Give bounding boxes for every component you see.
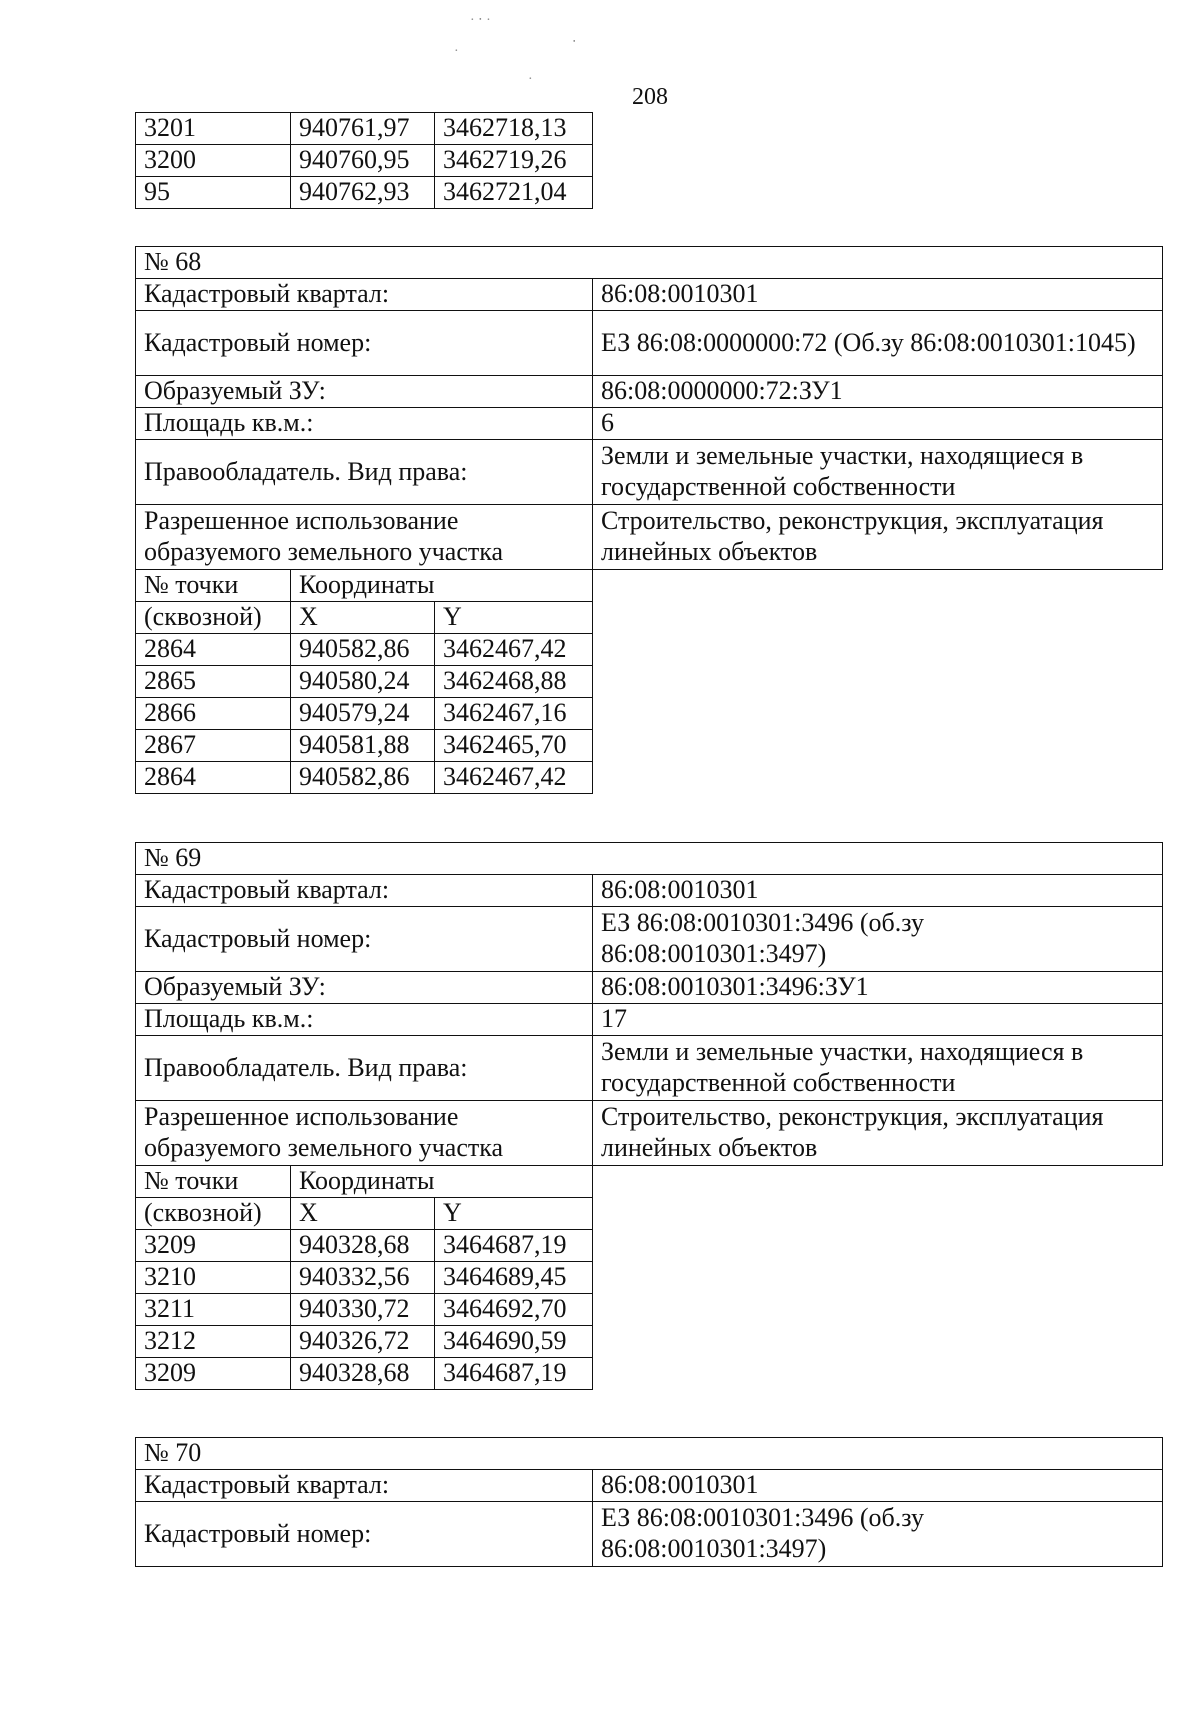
parcel-heading: № 70: [136, 1438, 1163, 1470]
point-number: 2866: [136, 698, 291, 730]
field-label: Кадастровый номер:: [136, 1502, 593, 1567]
coord-y: 3462718,13: [435, 113, 593, 145]
field-label: Образуемый ЗУ:: [136, 972, 593, 1004]
table-row: [136, 505, 1163, 570]
table-row: [136, 1438, 1163, 1470]
field-label: Кадастровый квартал:: [136, 1470, 593, 1502]
field-value: Строительство, реконструкция, эксплуатация линейных объектов: [593, 1101, 1163, 1166]
field-value: Земли и земельные участки, находящиеся в государственной собственности: [593, 440, 1163, 505]
parcel-table-70: [135, 1437, 1163, 1567]
coord-y: 3464690,59: [435, 1326, 593, 1358]
field-value: ЕЗ 86:08:0010301:3496 (об.зу 86:08:0010301:3497): [593, 1502, 1163, 1567]
point-number: 2864: [136, 762, 291, 794]
coord-y: 3464692,70: [435, 1294, 593, 1326]
coord-x: 940580,24: [291, 666, 435, 698]
field-value: 86:08:0000000:72:ЗУ1: [593, 376, 1163, 408]
table-row: [136, 972, 1163, 1004]
coord-y: 3462467,42: [435, 634, 593, 666]
point-number: 3209: [136, 1358, 291, 1390]
field-value: 86:08:0010301: [593, 875, 1163, 907]
point-number: 2864: [136, 634, 291, 666]
coord-x: 940330,72: [291, 1294, 435, 1326]
field-label: Площадь кв.м.:: [136, 408, 593, 440]
field-label: Кадастровый квартал:: [136, 279, 593, 311]
point-number: 3211: [136, 1294, 291, 1326]
table-row: [136, 440, 1163, 505]
point-number: 2867: [136, 730, 291, 762]
field-value: Земли и земельные участки, находящиеся в государственной собственности: [593, 1036, 1163, 1101]
table-row: [136, 1470, 1163, 1502]
point-number: 3201: [136, 113, 291, 145]
field-label: Разрешенное использование образуемого земельного участка: [136, 1101, 593, 1166]
table-row: [136, 113, 593, 145]
field-label: Кадастровый номер:: [136, 311, 593, 376]
page-number: 208: [632, 84, 668, 110]
parcel-table-69: [135, 842, 1163, 1390]
parcel-table-68: [135, 246, 1163, 794]
coord-y: 3462719,26: [435, 145, 593, 177]
table-row: [136, 145, 593, 177]
coord-y: 3462721,04: [435, 177, 593, 209]
coord-x: 940761,97: [291, 113, 435, 145]
coords-header-row: [136, 1166, 1163, 1198]
coords-header: Координаты: [291, 1166, 593, 1198]
coord-x: 940582,86: [291, 762, 435, 794]
scan-speck: ‧: [572, 35, 577, 50]
coord-y: 3464687,19: [435, 1230, 593, 1262]
x-header: X: [291, 602, 435, 634]
table-row: [136, 1101, 1163, 1166]
table-row: [136, 1004, 1163, 1036]
coords-header-row: [136, 570, 1163, 602]
field-value: Строительство, реконструкция, эксплуатация линейных объектов: [593, 505, 1163, 570]
coord-x: 940581,88: [291, 730, 435, 762]
coord-x: 940579,24: [291, 698, 435, 730]
blank-area: [593, 1166, 1163, 1390]
coord-y: 3462465,70: [435, 730, 593, 762]
field-label: Площадь кв.м.:: [136, 1004, 593, 1036]
x-header: X: [291, 1198, 435, 1230]
field-label: Кадастровый номер:: [136, 907, 593, 972]
coord-x: 940762,93: [291, 177, 435, 209]
point-header: № точки: [136, 1166, 291, 1198]
coord-x: 940326,72: [291, 1326, 435, 1358]
y-header: Y: [435, 1198, 593, 1230]
field-value: 86:08:0010301:3496:ЗУ1: [593, 972, 1163, 1004]
coords-header: Координаты: [291, 570, 593, 602]
coord-x: 940328,68: [291, 1230, 435, 1262]
point-number: 95: [136, 177, 291, 209]
scan-speck: ·: [454, 44, 459, 59]
table-row: [136, 279, 1163, 311]
coord-y: 3464687,19: [435, 1358, 593, 1390]
parcel-heading: № 69: [136, 843, 1163, 875]
y-header: Y: [435, 602, 593, 634]
coord-y: 3462467,16: [435, 698, 593, 730]
coord-x: 940760,95: [291, 145, 435, 177]
point-number: 2865: [136, 666, 291, 698]
field-label: Образуемый ЗУ:: [136, 376, 593, 408]
coord-x: 940582,86: [291, 634, 435, 666]
field-value: 86:08:0010301: [593, 1470, 1163, 1502]
point-subheader: (сквозной): [136, 602, 291, 634]
coord-y: 3462468,88: [435, 666, 593, 698]
point-number: 3212: [136, 1326, 291, 1358]
coord-x: 940328,68: [291, 1358, 435, 1390]
field-value: ЕЗ 86:08:0000000:72 (Об.зу 86:08:0010301:1045): [593, 311, 1163, 376]
field-value: 6: [593, 408, 1163, 440]
table-row: [136, 311, 1163, 376]
coord-y: 3462467,42: [435, 762, 593, 794]
coord-x: 940332,56: [291, 1262, 435, 1294]
blank-area: [593, 570, 1163, 794]
field-label: Кадастровый квартал:: [136, 875, 593, 907]
table-row: [136, 247, 1163, 279]
parcel-heading: № 68: [136, 247, 1163, 279]
table-row: [136, 843, 1163, 875]
field-value: ЕЗ 86:08:0010301:3496 (об.зу 86:08:0010301:3497): [593, 907, 1163, 972]
table-row: [136, 177, 593, 209]
field-value: 86:08:0010301: [593, 279, 1163, 311]
point-number: 3209: [136, 1230, 291, 1262]
table-row: [136, 1036, 1163, 1101]
continuation-coordinates-table: [135, 112, 593, 209]
table-row: [136, 408, 1163, 440]
field-label: Правообладатель. Вид права:: [136, 1036, 593, 1101]
table-row: [136, 907, 1163, 972]
scan-speck: ·: [528, 72, 533, 87]
coord-y: 3464689,45: [435, 1262, 593, 1294]
table-row: [136, 875, 1163, 907]
point-header: № точки: [136, 570, 291, 602]
point-subheader: (сквозной): [136, 1198, 291, 1230]
scan-speck: · ‧ ·: [470, 13, 491, 28]
field-value: 17: [593, 1004, 1163, 1036]
table-row: [136, 1502, 1163, 1567]
field-label: Разрешенное использование образуемого земельного участка: [136, 505, 593, 570]
table-row: [136, 376, 1163, 408]
field-label: Правообладатель. Вид права:: [136, 440, 593, 505]
point-number: 3200: [136, 145, 291, 177]
point-number: 3210: [136, 1262, 291, 1294]
